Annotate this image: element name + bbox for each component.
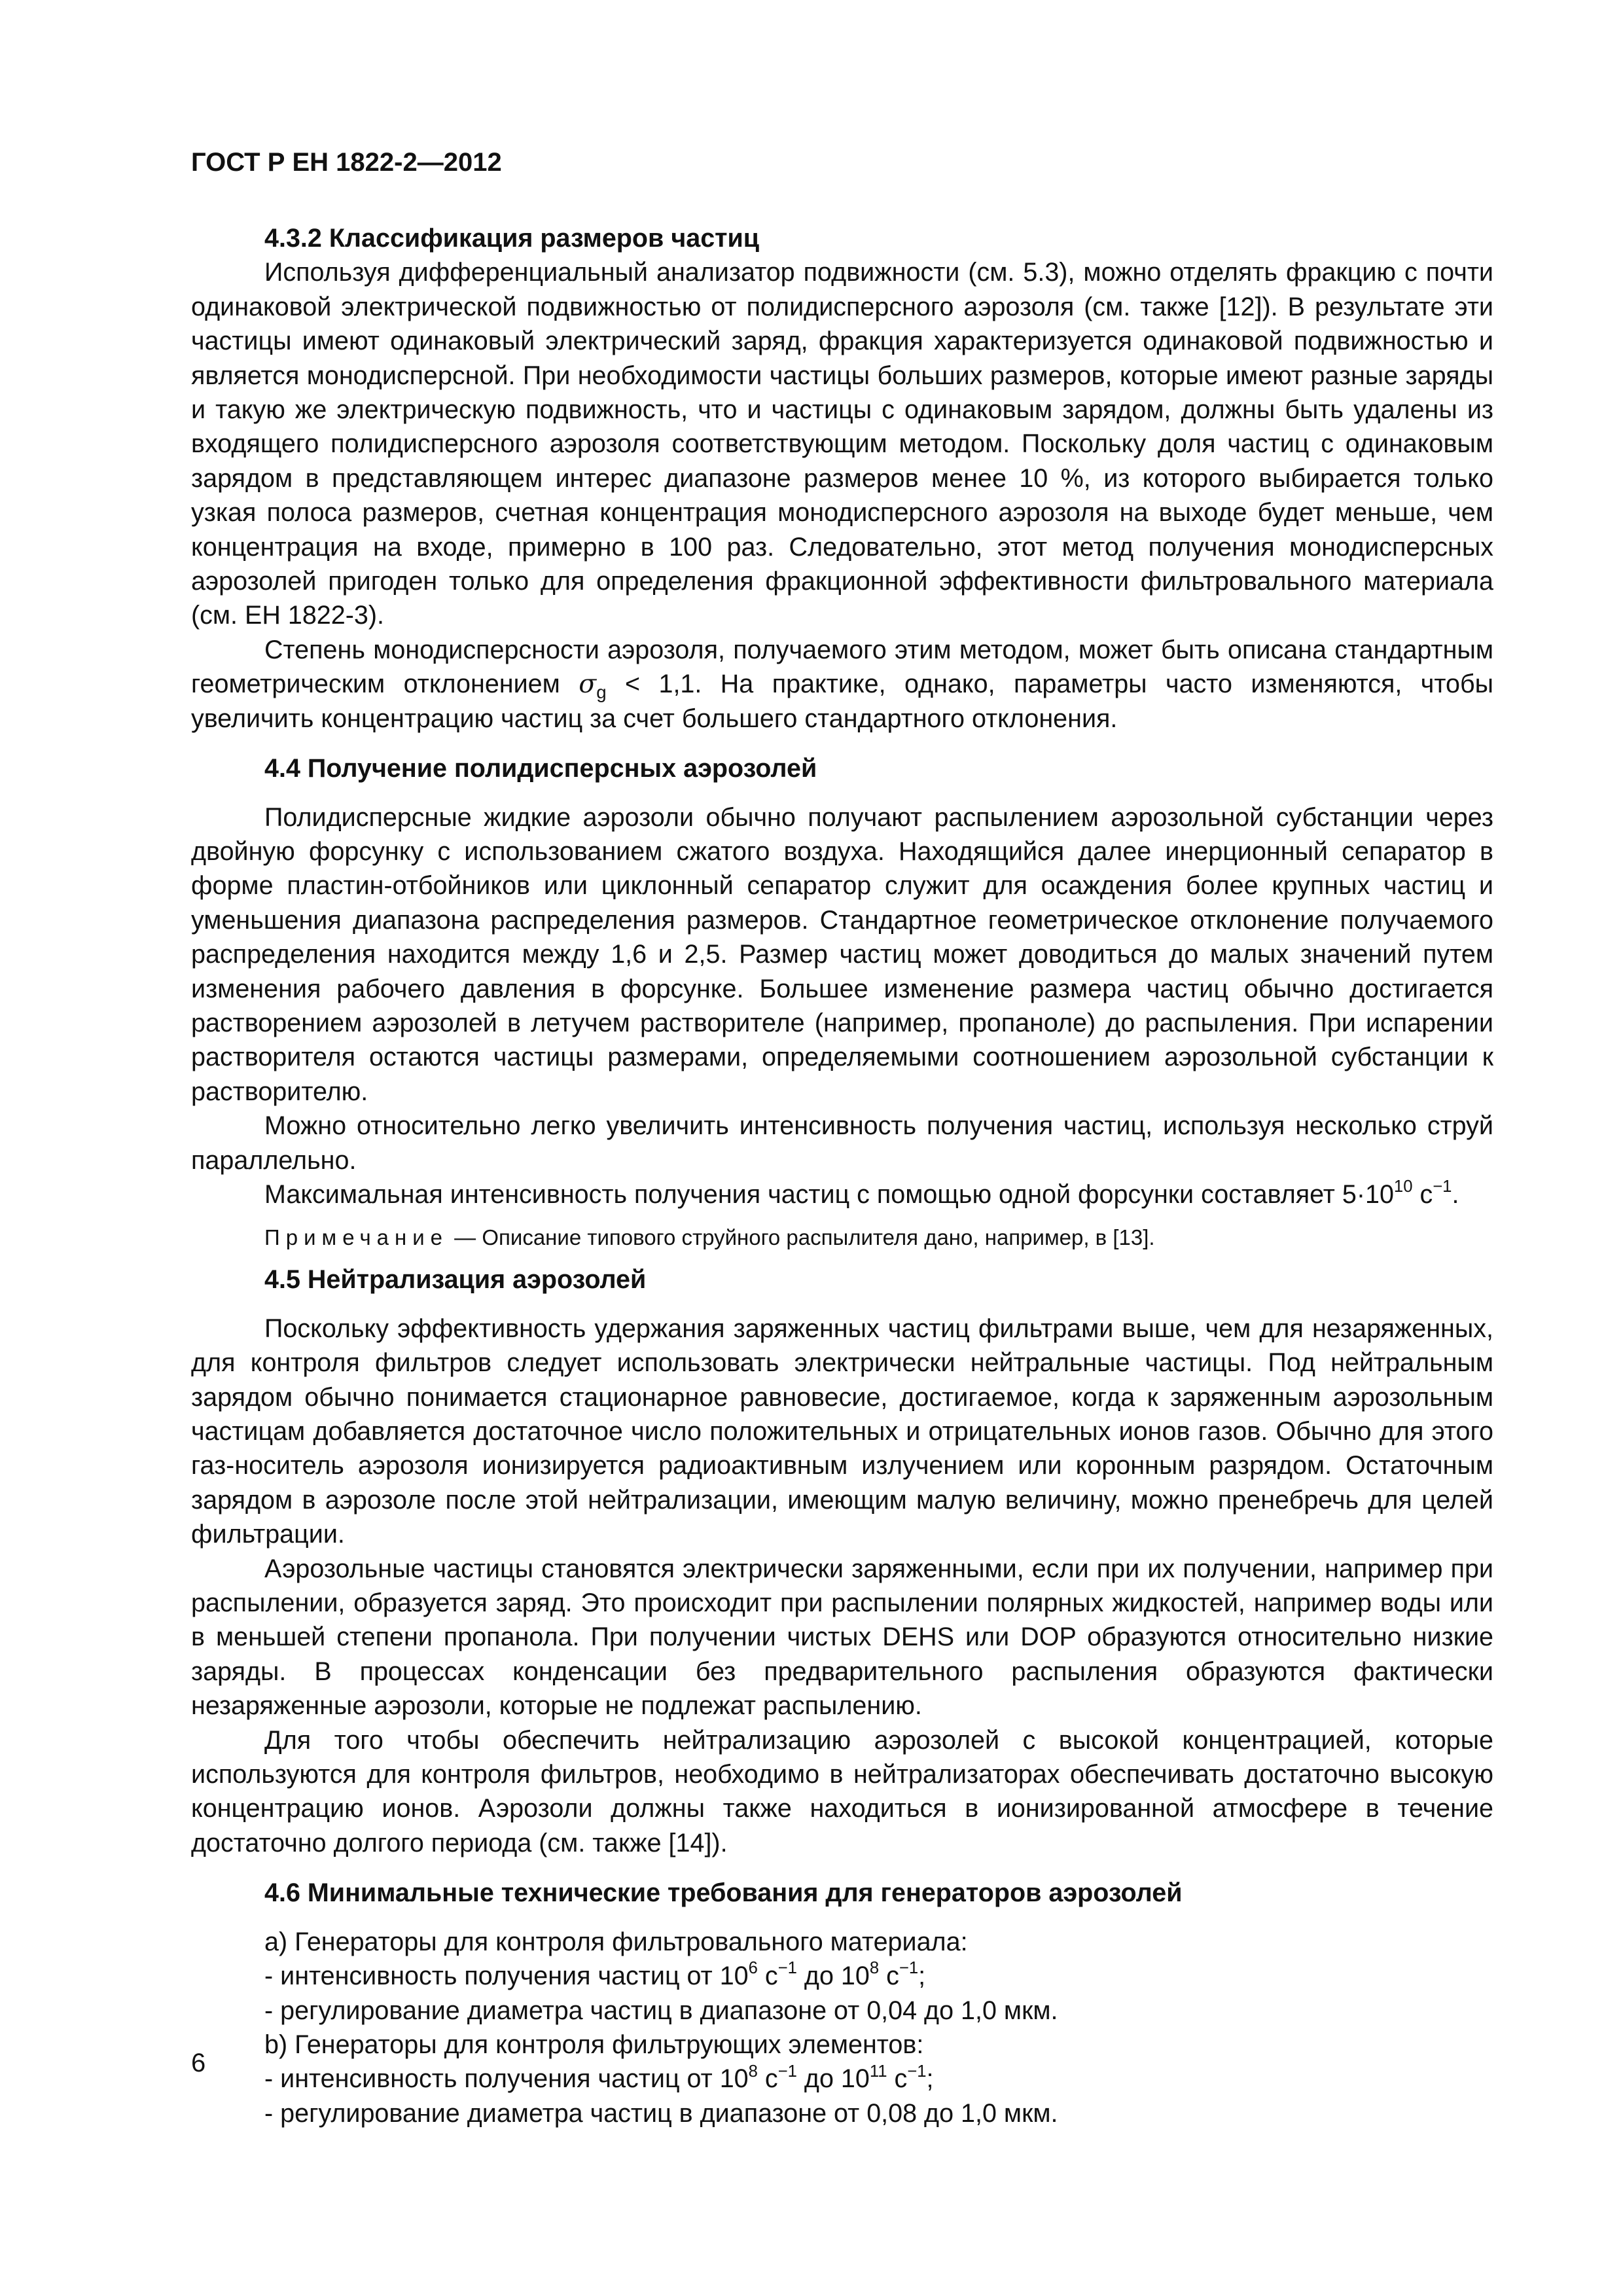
text-run: - интенсивность получения частиц от 10 [264, 1962, 749, 1991]
paragraph: Можно относительно легко увеличить интенсивность получения частиц, используя несколько струй параллельно. [191, 1111, 1493, 1175]
list-item: b) Генераторы для контроля фильтрующих элементов: [264, 2030, 924, 2059]
subscript: g [596, 682, 607, 703]
text-run: Степень монодисперсности аэрозоля, получаемого этим методом, может быть описана стандартным геометрическим отклонением [191, 635, 1493, 699]
text-run: - интенсивность получения частиц от 10 [264, 2064, 749, 2094]
superscript: 10 [1393, 1177, 1413, 1196]
section-heading-4-6: 4.6 Минимальные технические требования для генераторов аэрозолей [264, 1878, 1183, 1908]
list-item: - регулирование диаметра частиц в диапазоне от 0,08 до 1,0 мкм. [264, 2098, 1058, 2128]
text-run: с [879, 1962, 899, 1991]
superscript: 8 [748, 2062, 758, 2081]
superscript: −1 [777, 1959, 797, 1978]
list-item [264, 2062, 1493, 2096]
text-run: с [757, 1962, 778, 1991]
page-number: 6 [191, 2049, 206, 2077]
text-run: . [1452, 1179, 1459, 1209]
paragraph: Аэрозольные частицы становятся электрически заряженными, если при их получении, например при распылении, образуется заряд. Это происходит при распылении полярных жидкостей, например воды или в меньшей степени пропанола. При получении чистых DEHS или DOP образуются относительно низкие заряды. В процессах конденсации без предварительного распыления образуются фактически незаряженные аэрозоли, которые не подлежат распылению. [191, 1554, 1493, 1721]
text-run: Максимальная интенсивность получения частиц с помощью одной форсунки составляет 5·10 [264, 1179, 1394, 1209]
superscript: 8 [869, 1959, 880, 1978]
text-run: ; [918, 1962, 926, 1991]
paragraph [191, 633, 1493, 736]
list-item [264, 1959, 1493, 1993]
text-run: < 1,1 [606, 670, 695, 699]
paragraph: Используя дифференциальный анализатор подвижности (см. 5.3), можно отделять фракцию с почти одинаковой электрической подвижностью от полидисперсного аэрозоля (см. также [12]). В результате эти частицы имеют одинаковый электрический заряд, фракция характеризуется одинаковой подвижностью и является монодисперсной. При необходимости частицы больших размеров, которые имеют разные заряды и такую же электрическую подвижность, что и частицы с одинаковым зарядом, должны быть удалены из входящего полидисперсного аэрозоля соответствующим методом. Поскольку доля частиц с одинаковым зарядом в представляющем интерес диапазоне размеров менее 10 %, из которого выбирается только узкая полоса размеров, счетная концентрация монодисперсного аэрозоля на выходе будет меньше, чем концентрация на входе, примерно в 100 раз. Следовательно, этот метод получения монодисперсных аэрозолей пригоден только для определения фракционной эффективности фильтровального материала (см. ЕН 1822-3). [191, 258, 1493, 630]
superscript: −1 [907, 2062, 927, 2081]
section-heading-4-5: 4.5 Нейтрализация аэрозолей [264, 1265, 647, 1295]
page-content [191, 145, 1493, 2130]
superscript: −1 [899, 1959, 919, 1978]
paragraph: Полидисперсные жидкие аэрозоли обычно получают распылением аэрозольной субстанции через двойную форсунку с использованием сжатого воздуха. Находящийся далее инерционный сепаратор в форме пластин-отбойников или циклонный сепаратор служит для осаждения более крупных частиц и уменьшения диапазона распределения размеров. Стандартное геометрическое отклонение получаемого распределения находится между 1,6 и 2,5. Размер частиц может доводиться до малых значений путем изменения рабочего давления в форсунке. Большее изменение размера частиц обычно достигается растворением аэрозолей в летучем растворителе (например, пропаноле) до распыления. При испарении растворителя остаются частицы размерами, определяемыми соотношением аэрозольной субстанции к растворителю. [191, 802, 1493, 1106]
paragraph [191, 1177, 1493, 1211]
sigma-symbol: σ [579, 669, 597, 700]
text-run: до 10 [796, 1962, 870, 1991]
note-text: — Описание типового струйного распылителя дано, например, в [13]. [448, 1225, 1155, 1250]
text-run: до 10 [796, 2064, 870, 2094]
note-label: Примечание [264, 1225, 449, 1250]
list-item: а) Генераторы для контроля фильтровального материала: [264, 1927, 968, 1956]
text-run: с [1412, 1179, 1433, 1209]
section-heading-4-4: 4.4 Получение полидисперсных аэрозолей [264, 754, 817, 783]
section-heading-4-3-2: 4.3.2 Классификация размеров частиц [264, 224, 760, 253]
superscript: 11 [869, 2062, 887, 2081]
text-run: с [757, 2064, 778, 2094]
text-run: . На практике, однако, параметры часто изменяются, чтобы увеличить концентрацию частиц за счет большего стандартного отклонения. [191, 670, 1493, 733]
superscript: −1 [777, 2062, 797, 2081]
note [191, 1223, 1493, 1252]
text-run: с [887, 2064, 908, 2094]
list-item: - регулирование диаметра частиц в диапазоне от 0,04 до 1,0 мкм. [264, 1996, 1058, 2025]
superscript: −1 [1433, 1177, 1452, 1196]
superscript: 6 [748, 1959, 758, 1978]
paragraph: Для того чтобы обеспечить нейтрализацию аэрозолей с высокой концентрацией, которые используются для контроля фильтров, необходимо в нейтрализаторах обеспечивать достаточно высокую концентрацию ионов. Аэрозоли должны также находиться в ионизированной атмосфере в течение достаточно долгого периода (см. также [14]). [191, 1725, 1493, 1857]
paragraph: Поскольку эффективность удержания заряженных частиц фильтрами выше, чем для незаряженных, для контроля фильтров следует использовать электрически нейтральные частицы. Под нейтральным зарядом обычно понимается стационарное равновесие, достигаемое, когда к заряженным аэрозольным частицам добавляется достаточное число положительных и отрицательных ионов газов. Обычно для этого газ-носитель аэрозоля ионизируется радиоактивным излучением или коронным разрядом. Остаточным зарядом в аэрозоле после этой нейтрализации, имеющим малую величину, можно пренебречь для целей фильтрации. [191, 1314, 1493, 1549]
text-run: ; [926, 2064, 934, 2094]
document-id: ГОСТ Р ЕН 1822-2—2012 [191, 148, 502, 177]
